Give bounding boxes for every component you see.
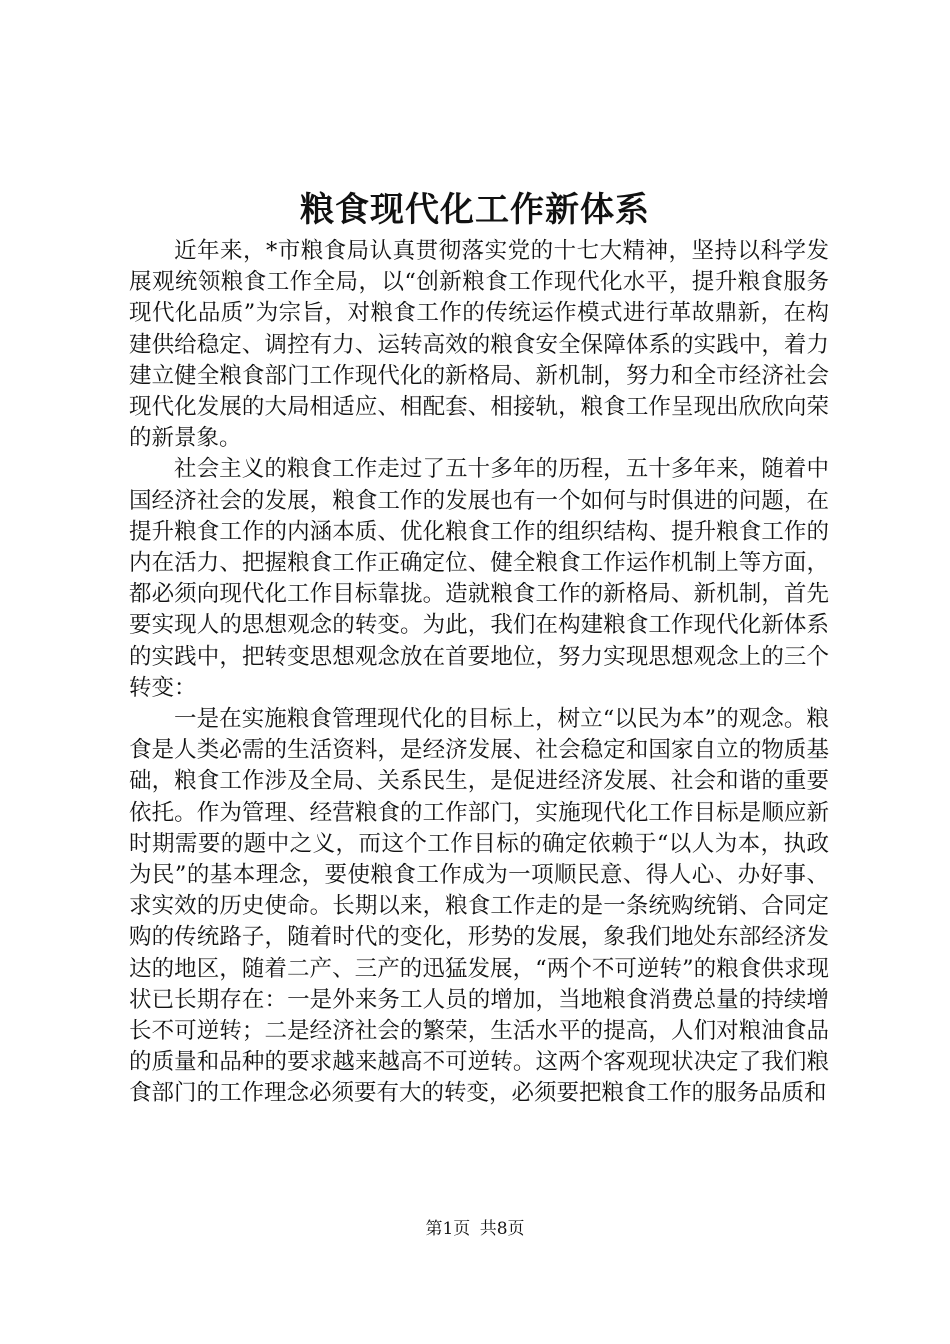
- document-body: [129, 236, 829, 1110]
- paragraph-3: 一是在实施粮食管理现代化的目标上，树立“以民为本”的观念。粮食是人类必需的生活资料，是经济发展、社会稳定和国家自立的物质基础，粮食工作涉及全局、关系民生，是促进经济发展、社会和谐的重要依托。作为管理、经营粮食的工作部门，实施现代化工作目标是顺应新时期需要的题中之义，而这个工作目标的确定依赖于“以人为本，执政为民”的基本理念，要使粮食工作成为一项顺民意、得人心、办好事、求实效的历史使命。长期以来，粮食工作走的是一条统购统销、合同定购的传统路子，随着时代的变化，形势的发展，象我们地处东部经济发达的地区，随着二产、三产的迅猛发展，“两个不可逆转”的粮食供求现状已长期存在：一是外来务工人员的增加，当地粮食消费总量的持续增长不可逆转；二是经济社会的繁荣，生活水平的提高，人们对粮油食品的质量和品种的要求越来越高不可逆转。这两个客观现状决定了我们粮食部门的工作理念必须要有大的转变，必须要把粮食工作的服务品质和: [129, 706, 829, 1107]
- page-footer: [0, 1218, 950, 1240]
- page-number: 第1页: [425, 1219, 471, 1239]
- paragraph-2: 社会主义的粮食工作走过了五十多年的历程，五十多年来，随着中国经济社会的发展，粮食工作的发展也有一个如何与时俱进的问题，在提升粮食工作的内涵本质、优化粮食工作的组织结构、提升粮食工作的内在活力、把握粮食工作正确定位、健全粮食工作运作机制上等方面，都必须向现代化工作目标靠拢。造就粮食工作的新格局、新机制，首先要实现人的思想观念的转变。为此，我们在构建粮食工作现代化新体系的实践中，把转变思想观念放在首要地位，努力实现思想观念上的三个转变：: [129, 456, 829, 701]
- paragraph-1: 近年来，*市粮食局认真贯彻落实党的十七大精神，坚持以科学发展观统领粮食工作全局，以“创新粮食工作现代化水平，提升粮食服务现代化品质”为宗旨，对粮食工作的传统运作模式进行革故鼎新，在构建供给稳定、调控有力、运转高效的粮食安全保障体系的实践中，着力建立健全粮食部门工作现代化的新格局、新机制，努力和全市经济社会现代化发展的大局相适应、相配套、相接轨，粮食工作呈现出欣欣向荣的新景象。: [129, 238, 829, 452]
- total-pages: 共8页: [479, 1219, 525, 1239]
- document-title: 粮食现代化工作新体系: [300, 190, 650, 230]
